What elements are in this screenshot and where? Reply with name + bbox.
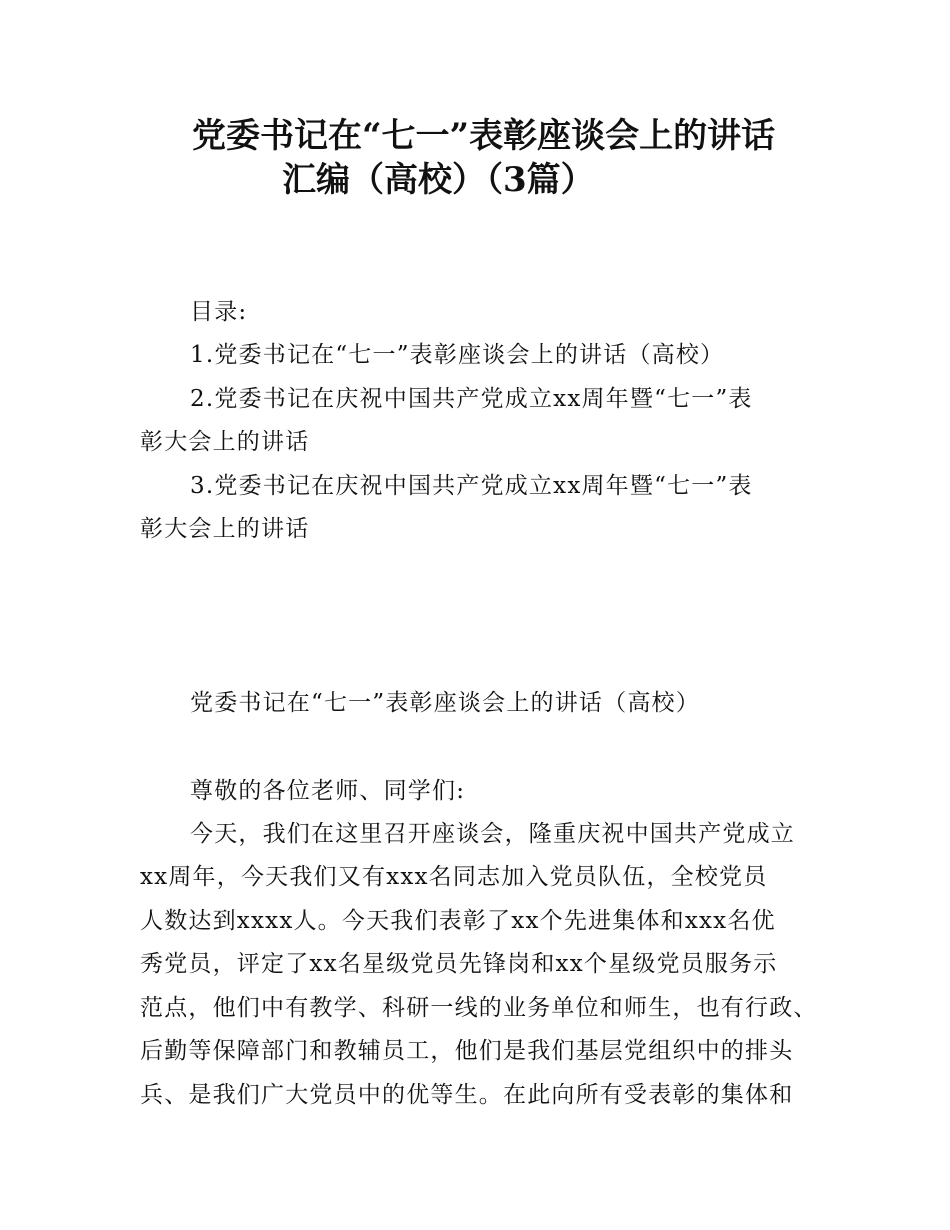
toc-item-2-continuation: 彰大会上的讲话	[140, 429, 310, 455]
body-line: 人数达到xxxx人。今天我们表彰了xx个先进集体和xxx名优	[140, 908, 776, 934]
body-line: 后勤等保障部门和教辅员工，他们是我们基层党组织中的排头	[140, 1038, 794, 1064]
toc-item-2: 2.党委书记在庆祝中国共产党成立xx周年暨“七一”表	[190, 386, 753, 412]
toc-item-3-continuation: 彰大会上的讲话	[140, 516, 310, 542]
body-line: 今天，我们在这里召开座谈会，隆重庆祝中国共产党成立	[190, 821, 795, 847]
document-title-line-1: 党委书记在“七一”表彰座谈会上的讲话	[192, 116, 776, 156]
body-line: 秀党员，评定了xx名星级党员先锋岗和xx个星级党员服务示	[140, 951, 778, 977]
body-line: 兵、是我们广大党员中的优等生。在此向所有受表彰的集体和	[140, 1082, 794, 1108]
body-line: 范点，他们中有教学、科研一线的业务单位和师生，也有行政、	[140, 995, 818, 1021]
toc-item-3: 3.党委书记在庆祝中国共产党成立xx周年暨“七一”表	[190, 473, 753, 499]
toc-item-1: 1.党委书记在“七一”表彰座谈会上的讲话（高校）	[190, 342, 725, 368]
salutation: 尊敬的各位老师、同学们:	[190, 778, 466, 804]
body-line: xx周年，今天我们又有xxx名同志加入党员队伍，全校党员	[140, 864, 768, 890]
section-title: 党委书记在“七一”表彰座谈会上的讲话（高校）	[190, 690, 700, 716]
toc-heading: 目录:	[190, 299, 248, 325]
document-title-line-2: 汇编（高校）（3篇）	[282, 160, 595, 200]
